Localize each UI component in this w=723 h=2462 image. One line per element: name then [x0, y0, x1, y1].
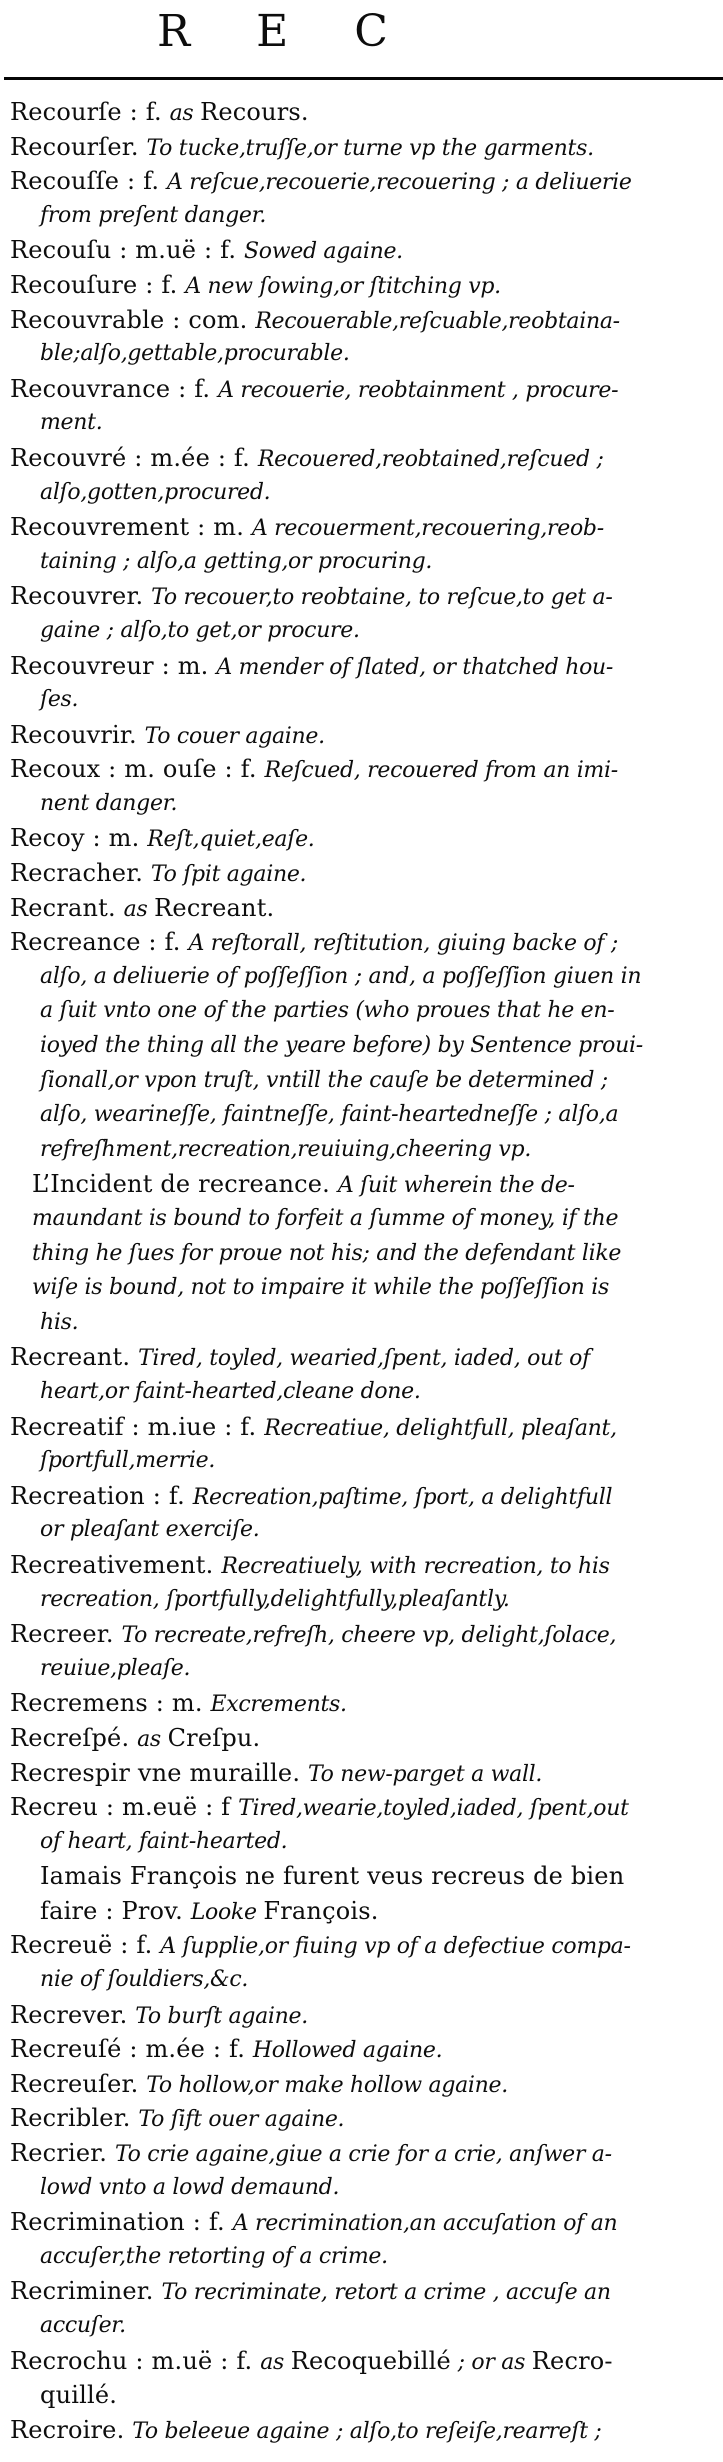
- definition-text: as: [260, 2349, 291, 2375]
- entry-line: [10, 1790, 717, 1825]
- definition-text: Sowed againe.: [243, 239, 403, 265]
- definition-text: nent danger.: [40, 790, 178, 816]
- entry-line: [40, 1652, 717, 1687]
- definition-text: To recriminate, retort a crime , accuſe an: [161, 2280, 611, 2306]
- definition-text: heart,or faint-hearted,cleane done.: [40, 1378, 421, 1404]
- entry-line: [10, 233, 717, 268]
- dictionary-entry: [10, 1859, 717, 1928]
- definition-text: ioyed the thing all the yeare before) by Sentence proui-: [40, 1033, 643, 1059]
- entry-line: [10, 925, 717, 960]
- headword: Iamais François ne furent veus recreus de bien: [40, 1862, 625, 1891]
- definition-text: To crie againe,giue a crie for a crie, anſwer a-: [114, 2142, 612, 2168]
- dictionary-entry: [10, 441, 717, 510]
- definition-text: A recouerment,recouering,reob-: [251, 516, 604, 542]
- definition-text: To burſt againe.: [135, 2003, 308, 2029]
- crossref-text: Recoquebillé: [290, 2346, 451, 2375]
- entry-line: [40, 787, 717, 822]
- headword: Recourſe : f.: [10, 98, 170, 126]
- definition-text: recreation, ſportfully,delightfully,pleaſantly.: [40, 1586, 510, 1612]
- entry-line: [40, 2378, 717, 2413]
- definition-text: A recrimination,an accuſation of an: [232, 2211, 618, 2237]
- headword: Recouvrement : m.: [10, 513, 252, 542]
- crossref-text: Creſpu.: [167, 1723, 261, 1752]
- dictionary-entry: [10, 2205, 717, 2274]
- dictionary-entry: [10, 1617, 717, 1686]
- headword: Recouvrable : com.: [10, 305, 256, 334]
- dictionary-entry: [10, 1410, 717, 1479]
- headword: Recrespir vne muraille.: [10, 1758, 308, 1787]
- definition-text: ment.: [40, 410, 103, 436]
- dictionary-entry: [10, 2413, 717, 2448]
- headword: Recouſſe : f.: [10, 167, 168, 196]
- entry-line: [10, 303, 717, 338]
- headword: Recrochu : m.uë : f.: [10, 2346, 261, 2375]
- entry-line: [10, 2067, 717, 2102]
- dictionary-entry: [10, 718, 717, 753]
- headword: Recroire.: [10, 2415, 133, 2444]
- headword: L’Incident de recreance.: [32, 1170, 338, 1199]
- entry-line: [40, 2240, 717, 2275]
- entry-line: [10, 821, 717, 856]
- headword: Recremens : m.: [10, 1689, 211, 1718]
- entry-line: [10, 130, 717, 165]
- entry-line: [40, 199, 717, 234]
- headword: Recreuſer.: [10, 2069, 147, 2098]
- dictionary-entry: [10, 95, 717, 130]
- entry-line: [10, 2136, 717, 2171]
- entry-line: [40, 1133, 717, 1168]
- dictionary-entry: [10, 2032, 717, 2067]
- dictionary-entry: [10, 579, 717, 648]
- entry-line: [40, 1963, 717, 1998]
- headword: Recreſpé.: [10, 1723, 138, 1752]
- dictionary-entry: [10, 649, 717, 718]
- definition-text: Looke: [190, 1899, 264, 1925]
- entry-line: [40, 337, 717, 372]
- definition-text: To recouer,to reobtaine, to reſcue,to get a-: [151, 585, 613, 611]
- entry-line: [40, 1583, 717, 1618]
- headword: Recrimination : f.: [10, 2208, 233, 2237]
- definition-text: Reſt,quiet,eaſe.: [147, 827, 315, 853]
- definition-text: as: [123, 896, 155, 922]
- definition-text: ſes.: [40, 687, 79, 713]
- definition-text: alſo, a deliuerie of poſſeſſion ; and, a poſſeſſion giuen in: [40, 963, 642, 989]
- crossref-text: François.: [263, 1896, 379, 1925]
- entry-line: [40, 1064, 717, 1099]
- entry-line: [32, 1167, 717, 1202]
- definition-text: his.: [40, 1309, 79, 1335]
- definition-text: Hollowed againe.: [252, 2038, 443, 2064]
- entry-list: [10, 95, 717, 2447]
- entry-line: [10, 1998, 717, 2033]
- entry-line: [40, 1098, 717, 1133]
- headword: Recrant.: [10, 893, 124, 922]
- entry-line: [40, 1444, 717, 1479]
- entry-line: [10, 2205, 717, 2240]
- headword: Recrier.: [10, 2139, 115, 2168]
- entry-line: [40, 545, 717, 580]
- dictionary-entry: [10, 268, 717, 303]
- entry-line: [10, 510, 717, 545]
- page-header-letters: R E C: [157, 6, 414, 57]
- dictionary-entry: [10, 130, 717, 165]
- entry-line: [10, 2032, 717, 2067]
- definition-text: Recreatiue, delightfull, pleaſant,: [264, 1415, 617, 1441]
- dictionary-entry: [10, 925, 717, 1167]
- dictionary-entry: [10, 891, 717, 926]
- headword: Recreu : m.euë : f: [10, 1793, 239, 1822]
- dictionary-entry: [10, 2101, 717, 2136]
- entry-line: [10, 372, 717, 407]
- definition-text: Tired,wearie,toyled,iaded, ſpent,out: [238, 1796, 629, 1822]
- definition-text: from preſent danger.: [40, 202, 267, 228]
- entry-line: [32, 1237, 717, 1272]
- headword: Recoux : m. ouſe : f.: [10, 755, 265, 784]
- definition-text: Excrements.: [210, 1692, 347, 1718]
- headword: Recreant.: [10, 1343, 139, 1372]
- entry-line: [40, 1029, 717, 1064]
- entry-line: [10, 2101, 717, 2136]
- definition-text: as: [137, 1726, 168, 1752]
- dictionary-entry: [10, 510, 717, 579]
- entry-line: [10, 1928, 717, 1963]
- dictionary-entry: [10, 1167, 717, 1340]
- entry-line: [40, 614, 717, 649]
- definition-text: To recreate,refreſh, cheere vp, delight,ſolace,: [121, 1623, 617, 1649]
- definition-text: thing he ſues for proue not his; and the defendant like: [32, 1240, 622, 1266]
- dictionary-entry: [10, 1479, 717, 1548]
- headword: Recreuë : f.: [10, 1931, 161, 1960]
- definition-text: A new ſowing,or ſtitching vp.: [185, 273, 501, 299]
- headword: Recoy : m.: [10, 824, 148, 853]
- headword: Recouvrir.: [10, 720, 145, 749]
- entry-line: [40, 2171, 717, 2206]
- entry-line: [10, 649, 717, 684]
- dictionary-entry: [10, 233, 717, 268]
- definition-text: as: [169, 101, 201, 126]
- entry-line: [40, 476, 717, 511]
- dictionary-entry: [10, 1686, 717, 1721]
- definition-text: ſionall,or vpon truſt, vntill the cauſe be determined ;: [40, 1067, 608, 1093]
- definition-text: Reſcued, recouered from an imi-: [264, 758, 618, 784]
- definition-text: of heart, faint-hearted.: [40, 1828, 288, 1854]
- entry-line: [10, 164, 717, 199]
- headword: Recourſer.: [10, 132, 147, 161]
- entry-line: [10, 1686, 717, 1721]
- definition-text: Recouered,reobtained,reſcued ;: [257, 446, 604, 472]
- definition-text: A reſtorall, reſtitution, giuing backe of ;: [188, 931, 618, 957]
- dictionary-entry: [10, 2136, 717, 2205]
- headword: Recouvrer.: [10, 582, 152, 611]
- entry-line: [10, 1721, 717, 1756]
- header-rule: [4, 77, 723, 80]
- dictionary-entry: [10, 1340, 717, 1409]
- entry-line: [32, 1271, 717, 1306]
- definition-text: accuſer,the retorting of a crime.: [40, 2243, 388, 2269]
- entry-line: [10, 1479, 717, 1514]
- dictionary-entry: [10, 2274, 717, 2343]
- definition-text: Recouerable,reſcuable,reobtaina-: [255, 308, 620, 334]
- crossref-text: Recours.: [200, 98, 309, 126]
- headword: Recreance : f.: [10, 928, 189, 957]
- definition-text: lowd vnto a lowd demaund.: [40, 2174, 340, 2200]
- definition-text: To hollow,or make hollow againe.: [146, 2072, 508, 2098]
- entry-line: [10, 2344, 717, 2379]
- entry-line: [32, 1202, 717, 1237]
- headword: Recouſu : m.uë : f.: [10, 236, 244, 265]
- definition-text: or pleaſant exerciſe.: [40, 1517, 260, 1543]
- definition-text: A reſcue,recouerie,recouering ; a deliuerie: [167, 170, 632, 196]
- definition-text: accuſer.: [40, 2313, 126, 2338]
- entry-line: [40, 994, 717, 1029]
- definition-text: ble;alſo,gettable,procurable.: [40, 341, 350, 367]
- definition-text: A mender of ſlated, or thatched hou-: [216, 654, 614, 680]
- definition-text: Recreatiuely, with recreation, to his: [221, 1553, 610, 1579]
- entry-line: [10, 441, 717, 476]
- definition-text: To couer againe.: [144, 723, 325, 749]
- dictionary-entry: [10, 821, 717, 856]
- definition-text: To tucke,truſſe,or turne vp the garments.: [146, 135, 594, 161]
- entry-line: [40, 406, 717, 441]
- entry-line: [10, 1548, 717, 1583]
- crossref-text: quillé.: [40, 2381, 118, 2410]
- definition-text: alſo,gotten,procured.: [40, 479, 271, 505]
- entry-line: [40, 960, 717, 995]
- dictionary-entry: [10, 1756, 717, 1791]
- headword: Recreer.: [10, 1620, 122, 1649]
- definition-text: Tired, toyled, wearied,ſpent, iaded, out of: [138, 1346, 590, 1372]
- dictionary-entry: [10, 856, 717, 891]
- entry-line: [10, 718, 717, 753]
- definition-text: A recouerie, reobtainment , procure-: [218, 377, 619, 403]
- entry-line: [10, 1756, 717, 1791]
- entry-line: [10, 891, 717, 926]
- entry-line: [10, 1340, 717, 1375]
- crossref-text: Recreant.: [154, 893, 275, 922]
- definition-text: wiſe is bound, not to impaire it while the poſſeſſion is: [32, 1275, 609, 1301]
- entry-line: [40, 1825, 717, 1860]
- dictionary-entry: [10, 1721, 717, 1756]
- headword: Recreativement.: [10, 1550, 222, 1579]
- definition-text: A ſuit wherein the de-: [337, 1173, 575, 1199]
- dictionary-entry: [10, 164, 717, 233]
- definition-text: refreſhment,recreation,reuiuing,cheering vp.: [40, 1136, 532, 1162]
- entry-line: [40, 1859, 717, 1894]
- crossref-text: Recro-: [531, 2346, 613, 2375]
- definition-text: reuiue,pleaſe.: [40, 1655, 191, 1681]
- entry-line: [10, 2274, 717, 2309]
- definition-text: nie of ſouldiers,&c.: [40, 1967, 249, 1993]
- definition-text: To ſpit againe.: [150, 862, 307, 888]
- entry-line: [10, 2413, 717, 2448]
- definition-text: taining ; alſo,a getting,or procuring.: [40, 548, 433, 574]
- entry-line: [10, 268, 717, 303]
- definition-text: ; or as: [450, 2349, 532, 2375]
- entry-line: [10, 1617, 717, 1652]
- definition-text: ſportfull,merrie.: [40, 1448, 216, 1474]
- definition-text: To ſift ouer againe.: [138, 2107, 345, 2133]
- headword: Recriminer.: [10, 2277, 162, 2306]
- dictionary-entry: [10, 1928, 717, 1997]
- entry-line: [40, 2309, 717, 2344]
- entry-line: [10, 856, 717, 891]
- entry-line: [10, 1410, 717, 1445]
- entry-line: [40, 1513, 717, 1548]
- entry-line: [10, 95, 717, 130]
- definition-text: A ſupplie,or fiuing vp of a defectiue compa-: [160, 1934, 631, 1960]
- headword: Recribler.: [10, 2104, 139, 2133]
- dictionary-entry: [10, 1548, 717, 1617]
- headword: Recouvrance : f.: [10, 374, 219, 403]
- definition-text: a ſuit vnto one of the parties (who proues that he en-: [40, 998, 615, 1024]
- dictionary-entry: [10, 303, 717, 372]
- headword: Recouſure : f.: [10, 270, 186, 299]
- crossref-text: faire : Prov.: [40, 1896, 191, 1925]
- definition-text: To new-parget a wall.: [307, 1761, 543, 1787]
- headword: Recouvreur : m.: [10, 651, 217, 680]
- definition-text: alſo, wearineſſe, faintneſſe, faint-heartedneſſe ; alſo,a: [40, 1102, 619, 1128]
- headword: Recreuſé : m.ée : f.: [10, 2035, 253, 2064]
- dictionary-entry: [10, 1998, 717, 2033]
- definition-text: gaine ; alſo,to get,or procure.: [40, 617, 360, 643]
- entry-line: [40, 683, 717, 718]
- entry-line: [40, 1375, 717, 1410]
- dictionary-entry: [10, 372, 717, 441]
- headword: Recreation : f.: [10, 1481, 193, 1510]
- entry-line: [40, 1894, 717, 1929]
- definition-text: maundant is bound to forfeit a ſumme of money, if the: [32, 1206, 619, 1231]
- headword: Recrever.: [10, 2000, 136, 2029]
- dictionary-entry: [10, 1790, 717, 1859]
- headword: Recreatif : m.iue : f.: [10, 1412, 265, 1441]
- definition-text: Recreation,paſtime, ſport, a delightfull: [192, 1484, 613, 1510]
- definition-text: To beleeue againe ; alſo,to reſeiſe,rearreſt ;: [132, 2418, 602, 2444]
- entry-line: [40, 1306, 717, 1341]
- headword: Recracher.: [10, 859, 151, 888]
- headword: Recouvré : m.ée : f.: [10, 443, 258, 472]
- dictionary-entry: [10, 2344, 717, 2413]
- dictionary-entry: [10, 2067, 717, 2102]
- entry-line: [10, 752, 717, 787]
- entry-line: [10, 579, 717, 614]
- dictionary-entry: [10, 752, 717, 821]
